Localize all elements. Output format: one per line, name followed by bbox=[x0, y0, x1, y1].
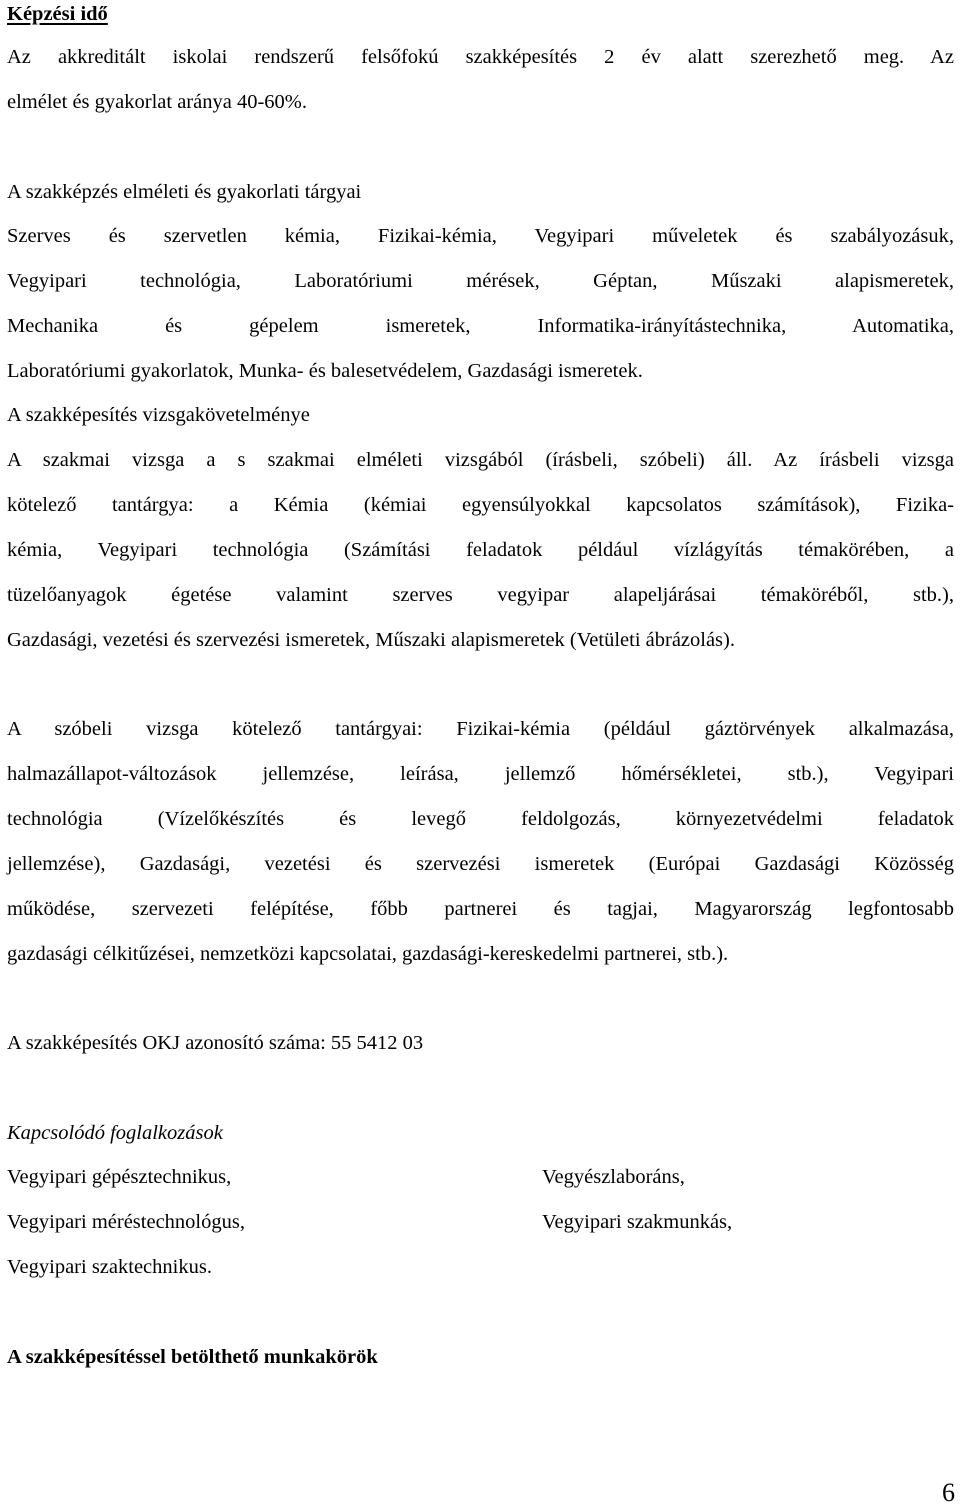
paragraph-line: Laboratóriumi gyakorlatok, Munka- és balesetvédelem, Gazdasági ismeretek. bbox=[7, 360, 643, 382]
paragraph-line: jellemzése), Gazdasági, vezetési és szervezési ismeretek (Európai Gazdasági Közösség bbox=[7, 853, 954, 875]
okj-identifier: A szakképesítés OKJ azonosító száma: 55 5412 03 bbox=[7, 1032, 424, 1054]
paragraph-line: kötelező tantárgya: a Kémia (kémiai egyensúlyokkal kapcsolatos számítások), Fizika- bbox=[7, 494, 954, 516]
paragraph-line: technológia (Vízelőkészítés és levegő feldolgozás, környezetvédelmi feladatok bbox=[7, 808, 954, 830]
occupation-item: Vegyészlaboráns, bbox=[542, 1166, 685, 1188]
section-heading-vizsga: A szakképesítés vizsgakövetelménye bbox=[7, 404, 310, 426]
occupation-item: Vegyipari szakmunkás, bbox=[542, 1211, 733, 1233]
paragraph-line: kémia, Vegyipari technológia (Számítási feladatok például vízlágyítás témakörében, a bbox=[7, 539, 954, 561]
paragraph-line: A szóbeli vizsga kötelező tantárgyai: Fizikai-kémia (például gáztörvények alkalmazása, bbox=[7, 718, 954, 740]
paragraph-line: elmélet és gyakorlat aránya 40-60%. bbox=[7, 91, 307, 113]
section-heading-foglalkozasok: Kapcsolódó foglalkozások bbox=[7, 1122, 223, 1144]
occupation-item: Vegyipari szaktechnikus. bbox=[7, 1256, 212, 1278]
paragraph-line: gazdasági célkitűzései, nemzetközi kapcsolatai, gazdasági-kereskedelmi partnerei, stb.). bbox=[7, 943, 729, 965]
paragraph-line: A szakmai vizsga a s szakmai elméleti vizsgából (írásbeli, szóbeli) áll. Az írásbeli vizsga bbox=[7, 449, 954, 471]
paragraph-line: halmazállapot-változások jellemzése, leírása, jellemző hőmérsékletei, stb.), Vegyipari bbox=[7, 763, 954, 785]
occupation-item: Vegyipari méréstechnológus, bbox=[7, 1211, 245, 1233]
section-heading-targyak: A szakképzés elméleti és gyakorlati tárgyai bbox=[7, 181, 362, 203]
paragraph-line: tüzelőanyagok égetése valamint szerves vegyipar alapeljárásai témaköréből, stb.), bbox=[7, 584, 954, 606]
section-heading-kepzesi-ido: Képzési idő bbox=[7, 3, 108, 25]
page-number: 6 bbox=[942, 1478, 955, 1507]
paragraph-line: Szerves és szervetlen kémia, Fizikai-kémia, Vegyipari műveletek és szabályozásuk, bbox=[7, 225, 954, 247]
occupation-item: Vegyipari gépésztechnikus, bbox=[7, 1166, 232, 1188]
paragraph-line: Vegyipari technológia, Laboratóriumi mérések, Géptan, Műszaki alapismeretek, bbox=[7, 270, 954, 292]
paragraph-line: Gazdasági, vezetési és szervezési ismeretek, Műszaki alapismeretek (Vetületi ábrázolás). bbox=[7, 629, 735, 651]
paragraph-line: Az akkreditált iskolai rendszerű felsőfokú szakképesítés 2 év alatt szerezhető meg. Az bbox=[7, 46, 954, 68]
paragraph-line: Mechanika és gépelem ismeretek, Informatika-irányítástechnika, Automatika, bbox=[7, 315, 954, 337]
paragraph-line: működése, szervezeti felépítése, főbb partnerei és tagjai, Magyarország legfontosabb bbox=[7, 898, 954, 920]
section-heading-munkakorok: A szakképesítéssel betölthető munkakörök bbox=[7, 1346, 378, 1368]
